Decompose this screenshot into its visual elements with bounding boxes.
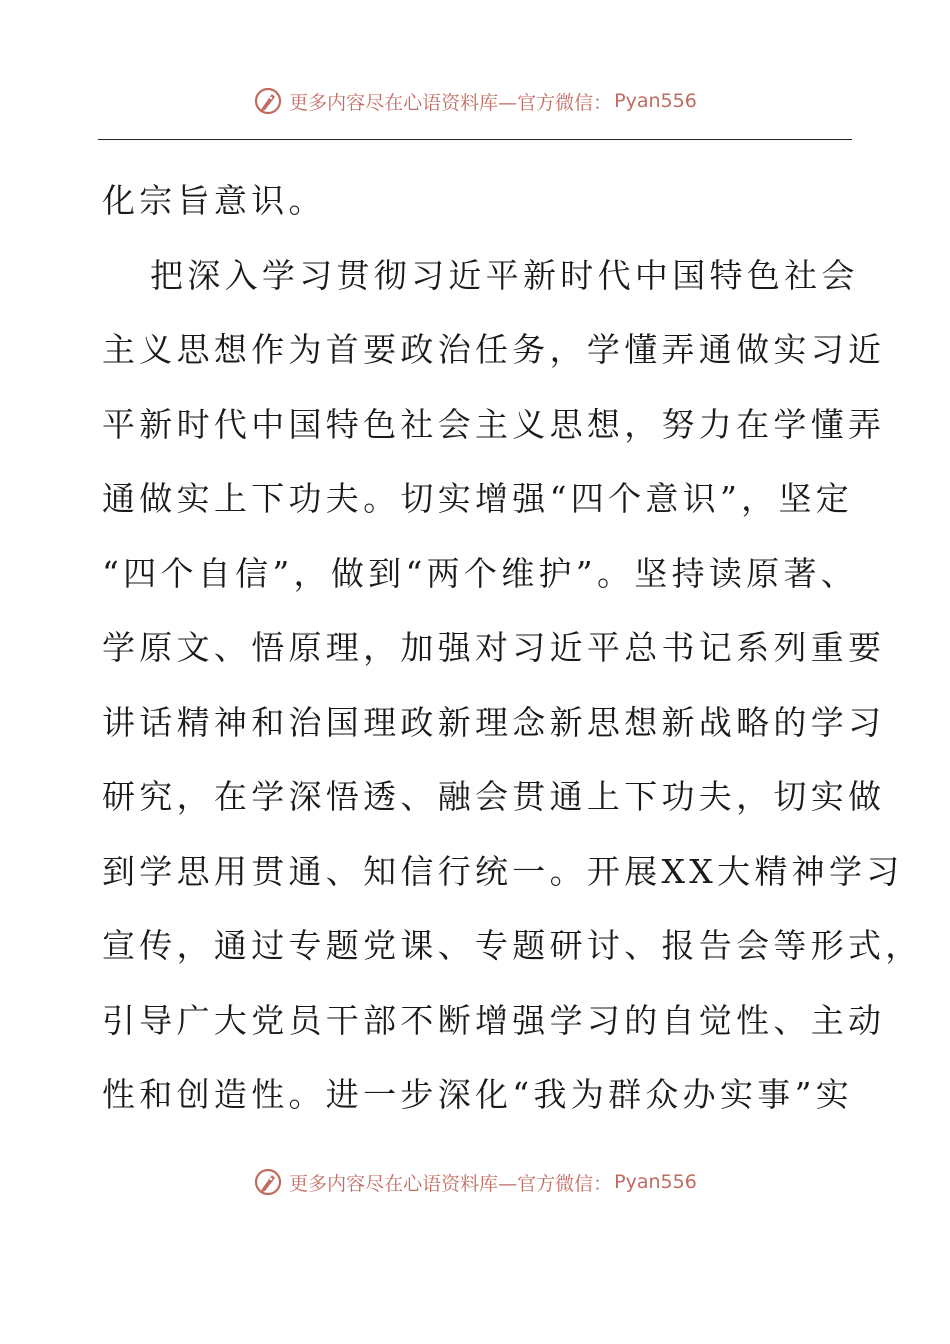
- header-divider: [98, 139, 852, 140]
- text-line: 到学思用贯通、知信行统一。开展XX大精神学习: [102, 851, 904, 891]
- text-line: 学原文、悟原理，加强对习近平总书记系列重要: [102, 628, 886, 667]
- text-line: 主义思想作为首要政治任务，学懂弄通做实习近: [102, 330, 886, 369]
- footer-watermark: [0, 1167, 950, 1197]
- text-line: 讲话精神和治国理政新理念新思想新战略的学习: [102, 702, 886, 742]
- header-watermark: [0, 86, 950, 116]
- text-line: 化宗旨意识。: [102, 181, 326, 220]
- watermark-text: 更多内容尽在心语资料库—官方微信：: [289, 1172, 613, 1195]
- text-line: 引导广大党员干部不断增强学习的自觉性、主动: [102, 1000, 886, 1040]
- paragraph-first-line: 把深入学习贯彻习近平新时代中国特色社会: [150, 255, 859, 295]
- pen-nib-logo-icon: [253, 86, 283, 116]
- text-line: 宣传，通过专题党课、专题研讨、报告会等形式，: [102, 926, 923, 965]
- text-line: 研究，在学深悟透、融会贯通上下功夫，切实做: [102, 777, 886, 816]
- text-line: 性和创造性。进一步深化“我为群众办实事”实: [102, 1075, 854, 1114]
- watermark-wechat-id: Pyan556: [614, 90, 697, 112]
- watermark-wechat-id: Pyan556: [614, 1171, 697, 1193]
- text-line: 平新时代中国特色社会主义思想，努力在学懂弄: [102, 404, 886, 444]
- document-body: [102, 164, 923, 1133]
- pen-nib-logo-icon: [253, 1167, 283, 1197]
- watermark-text: 更多内容尽在心语资料库—官方微信：: [289, 91, 613, 114]
- text-line: “四个自信”，做到“两个维护”。坚持读原著、: [102, 553, 859, 593]
- text-line: 通做实上下功夫。切实增强“四个意识”，坚定: [102, 479, 854, 518]
